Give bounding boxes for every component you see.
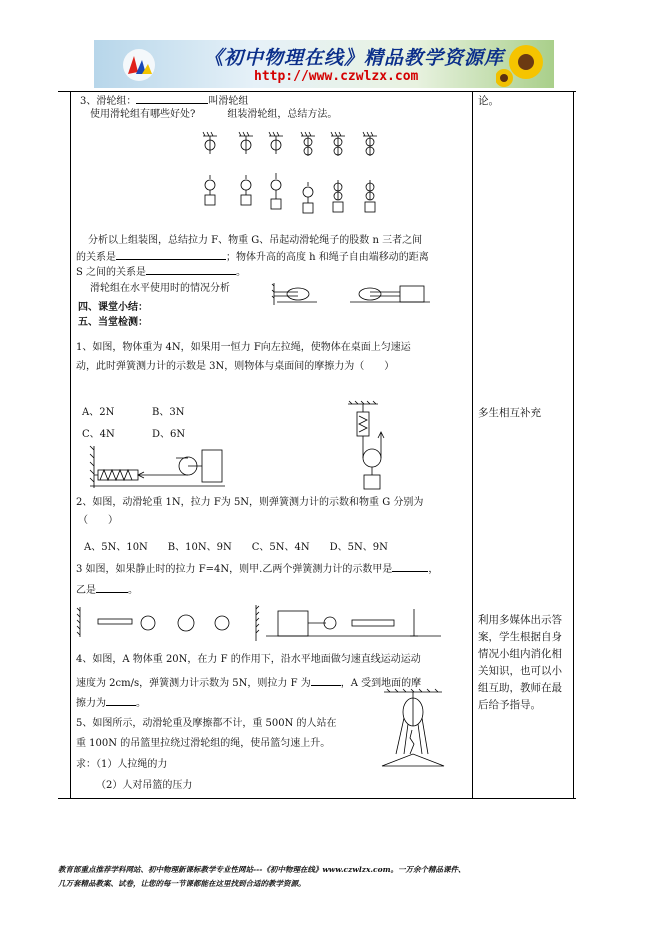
p1-option-d: D、6N	[152, 429, 186, 440]
side-note-guidance: 利用多媒体出示答案，学生根据自身情况小组内消化相关知识，也可以小组互助，教师在最后给予指导。	[478, 614, 562, 711]
movable-pulleys-and-loads	[205, 173, 375, 213]
p4-line3: 擦力为 。	[76, 695, 146, 711]
footer-line2: 几万套精品教案、试卷，让您的每一节课都能在这里找到合适的教学资源。	[58, 879, 306, 888]
header-url[interactable]: http://www.czwlzx.com	[254, 69, 419, 84]
p3-line2: 乙是 。	[76, 582, 138, 598]
pulley-group-diagram	[195, 130, 395, 220]
p3-spring-scales-diagram	[76, 603, 446, 643]
p5-line4: （2）人对吊篮的压力	[96, 780, 193, 791]
ceiling-hatch-row	[203, 132, 377, 136]
p1-option-b: B、3N	[152, 407, 185, 418]
table-top-border	[58, 91, 576, 92]
p2-pulley-diagram	[346, 402, 396, 494]
p5-basket-pulley-diagram	[378, 690, 448, 780]
p5-line1: 5、如图所示，动滑轮重及摩擦都不计，重 500N 的人站在	[76, 718, 337, 729]
horizontal-pulley-diagram	[272, 280, 432, 306]
horizontal-use-line: 滑轮组在水平使用时的情况分析	[90, 283, 230, 294]
p4-line2: 速度为 2cm/s，弹簧测力计示数为 5N，则拉力 F 为 ，A 受到地面的摩	[76, 675, 421, 691]
p5-line3: 求：（1）人拉绳的力	[76, 759, 168, 770]
p1-option-c: C、4N	[82, 429, 115, 440]
analysis-line2: 的关系是 ；物体升高的高度 h 和绳子自由端移动的距离	[76, 249, 429, 265]
table-bottom-border	[58, 798, 576, 799]
analysis-line3: S 之间的关系是 。	[76, 264, 246, 280]
p2-line1: 2、如图，动滑轮重 1N，拉力 F为 5N，则弹簧测力计的示数和物重 G 分别为	[76, 497, 424, 508]
p1-line1: 1、如图，物体重为 4N，如果用一恒力 F向左拉绳，使物体在桌面上匀速运	[76, 342, 411, 353]
side-note-supplement: 多生相互补充	[478, 407, 541, 419]
p4-line1: 4、如图，A 物体重 20N，在力 F 的作用下，沿水平地面做匀速直线运动运动	[76, 654, 421, 665]
table-column-divider	[472, 91, 473, 799]
section4-heading: 四、课堂小结：	[78, 302, 148, 313]
header-title: 《初中物理在线》精品教学资源库	[204, 47, 505, 69]
p3-line1: 3 如图，如果静止时的拉力 F=4N，则甲.乙两个弹簧测力计的示数甲是 ，	[76, 561, 438, 577]
p2-options: A、5N、10N B、10N、9N C、5N、4N D、5N、9N	[84, 542, 388, 553]
q3-line: 3、滑轮组： 叫滑轮组	[80, 93, 248, 109]
site-logo-icon	[120, 46, 158, 84]
table-left-border	[70, 91, 71, 799]
p1-option-a: A、2N	[82, 407, 115, 418]
p2-line2: （ ）	[78, 515, 118, 526]
q3-line2: 使用滑轮组有哪些好处? 组装滑轮组，总结方法。	[90, 109, 338, 120]
p1-line2: 动，此时弹簧测力计的示数是 3N，则物体与桌面间的摩擦力为（ ）	[76, 361, 395, 372]
p1-spring-scale-diagram	[84, 444, 229, 490]
p5-line2: 重 100N 的吊篮里拉绕过滑轮组的绳，使吊篮匀速上升。	[76, 738, 331, 749]
analysis-line1: 分析以上组装图，总结拉力 F、物重 G、吊起动滑轮绳子的股数 n 三者之间	[88, 235, 423, 246]
side-note-conclusion: 论。	[478, 95, 499, 107]
sunflower-icon	[496, 42, 552, 88]
fixed-pulleys	[205, 136, 374, 156]
table-right-border	[573, 91, 574, 799]
section5-heading: 五、当堂检测：	[78, 317, 148, 328]
footer-line1: 教育部重点推荐学科网站、初中物理新课标教学专业性网站---《初中物理在线》www.czwlzx.com。一万余个精品课件、	[58, 865, 466, 874]
header-banner	[94, 40, 554, 88]
